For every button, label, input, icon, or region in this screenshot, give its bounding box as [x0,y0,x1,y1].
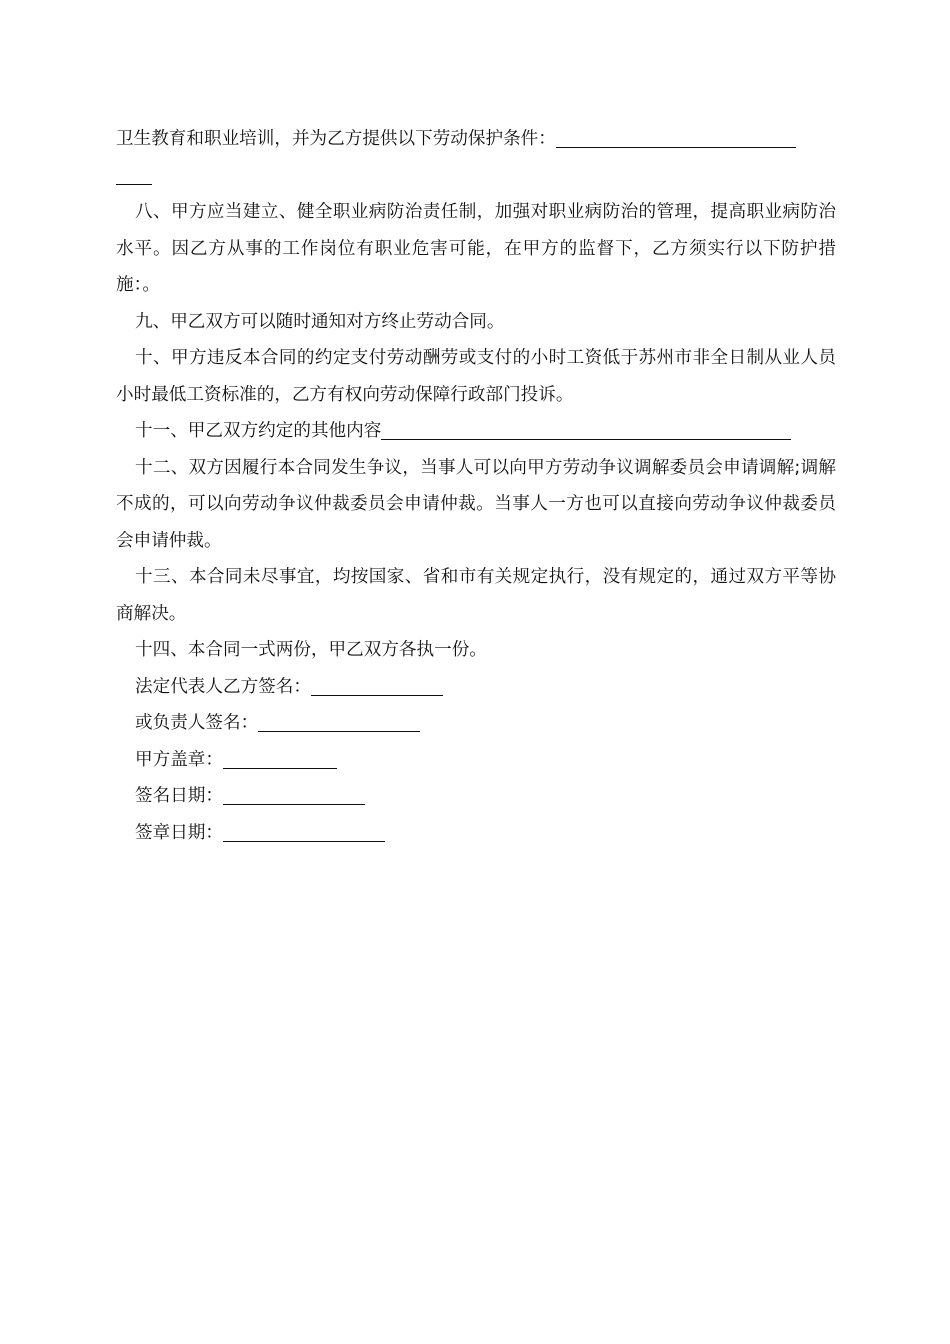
document-body [116,121,836,851]
signature-responsible [116,705,836,742]
clause-12-text: 十二、双方因履行本合同发生争议，当事人可以向甲方劳动争议调解委员会申请调解;调解不成的，可以向劳动争议仲裁委员会申请仲裁。当事人一方也可以直接向劳动争议仲裁委员会申请仲裁。 [116,457,836,551]
clause-11-text: 十一、甲乙双方约定的其他内容 [135,421,382,441]
clause-14 [116,632,836,669]
clause-10 [116,340,836,413]
clause-8-text: 八、甲方应当建立、健全职业病防治责任制，加强对职业病防治的管理，提高职业病防治水平。因乙方从事的工作岗位有职业危害可能，在甲方的监督下，乙方须实行以下防护措施：。 [116,202,836,295]
signature-party-a-seal-blank [223,751,337,769]
protection-conditions-blank-continued [116,167,152,185]
clause-9 [116,304,836,341]
protection-conditions-blank [556,130,796,148]
signature-seal-date [116,815,836,852]
signature-seal-date-blank [223,824,385,842]
clause-14-text: 十四、本合同一式两份，甲乙双方各执一份。 [135,640,487,660]
signature-sign-date [116,778,836,815]
signature-legal-rep [116,669,836,706]
paragraph-text: 卫生教育和职业培训，并为乙方提供以下劳动保护条件： [116,129,556,149]
clause-13-text: 十三、本合同未尽事宜，均按国家、省和市有关规定执行，没有规定的，通过双方平等协商解决。 [116,567,836,624]
other-content-blank [381,422,791,440]
signature-legal-rep-blank [311,678,443,696]
clause-13 [116,559,836,632]
signature-sign-date-blank [223,787,365,805]
signature-sign-date-label: 签名日期： [135,786,223,806]
clause-12 [116,450,836,560]
paragraph-continued [116,121,836,194]
signature-seal-date-label: 签章日期： [135,822,223,843]
clause-8 [116,194,836,304]
clause-10-text: 十、甲方违反本合同的约定支付劳动酬劳或支付的小时工资低于苏州市非全日制从业人员小时最低工资标准的，乙方有权向劳动保障行政部门投诉。 [116,348,836,405]
signature-party-a-seal-label: 甲方盖章： [135,749,223,770]
signature-legal-rep-label: 法定代表人乙方签名： [135,676,311,697]
signature-responsible-blank [258,714,420,732]
clause-9-text: 九、甲乙双方可以随时通知对方终止劳动合同。 [135,311,505,332]
signature-responsible-label: 或负责人签名： [135,713,259,733]
clause-11 [116,413,836,450]
signature-party-a-seal [116,742,836,779]
